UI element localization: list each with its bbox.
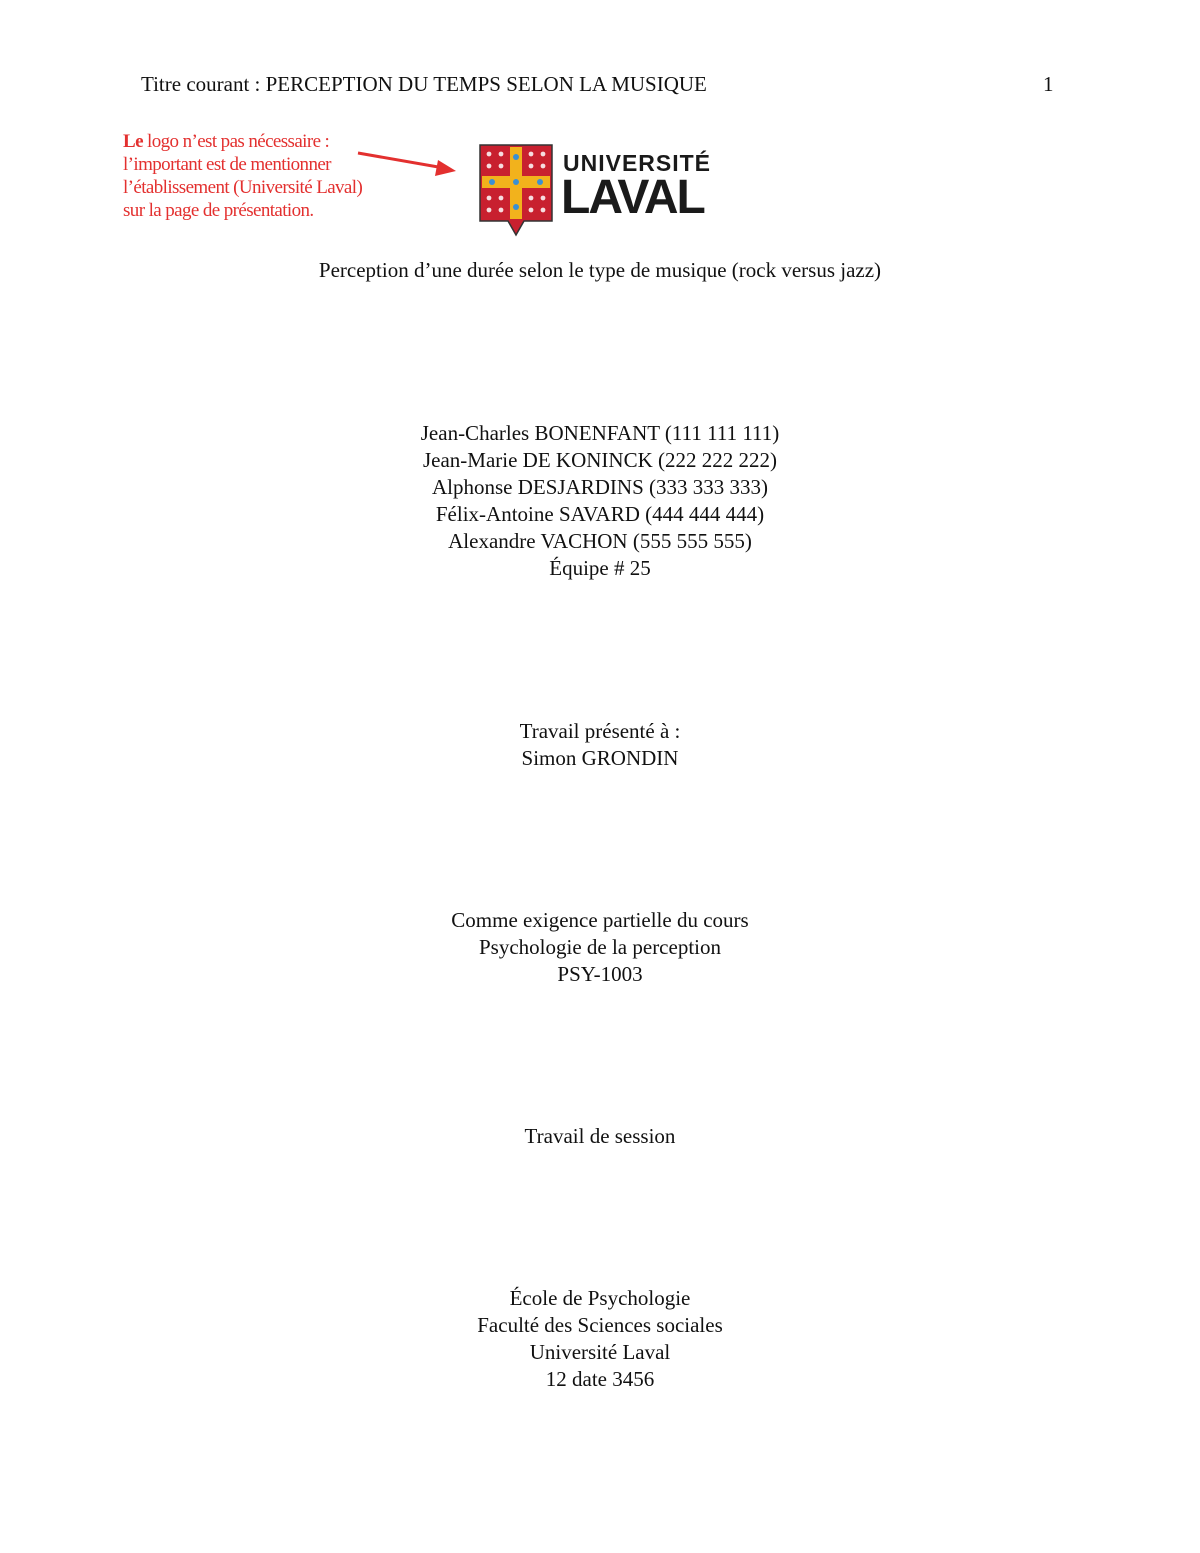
university-name: Université Laval [529,1340,671,1364]
wordmark-universite: UNIVERSITÉ [563,150,712,176]
professor-name: Simon GRONDIN [521,746,679,770]
team-number: Équipe # 25 [549,556,651,580]
course-name: Psychologie de la perception [478,935,721,959]
school-name: École de Psychologie [509,1286,691,1310]
document-title: Perception d’une durée selon le type de musique (rock versus jazz) [318,258,882,282]
arrow-icon [356,148,460,178]
author-list [0,420,1200,582]
running-head: Titre courant : PERCEPTION DU TEMPS SELON LA MUSIQUE [141,72,707,96]
note-line-1-text: logo n’est pas nécessaire : [142,131,330,152]
course-requirement: Comme exigence partielle du cours [451,908,749,932]
note-line-3: l’établissement (Université Laval) [123,177,363,198]
university-crest-logo-icon [478,143,554,237]
note-bold-word: Le [123,131,143,152]
institution-block [0,1285,1200,1393]
presented-to-label: Travail présenté à : [519,719,681,743]
submission-date: 12 date 3456 [545,1367,655,1391]
page-number: 1 [1043,72,1054,96]
author-2: Jean-Marie DE KONINCK (222 222 222) [422,448,777,472]
author-5: Alexandre VACHON (555 555 555) [448,529,752,553]
note-line-4: sur la page de présentation. [123,200,314,221]
logo-annotation-note [123,130,362,222]
author-1: Jean-Charles BONENFANT (111 111 111) [420,421,780,445]
presented-to-block [0,718,1200,772]
note-line-2: l’important est de mentionner [123,154,331,175]
note-line-1 [123,130,362,153]
faculty-name: Faculté des Sciences sociales [477,1313,723,1337]
university-wordmark [561,150,712,224]
author-3: Alphonse DESJARDINS (333 333 333) [432,475,768,499]
work-type: Travail de session [524,1124,676,1148]
course-code: PSY-1003 [557,962,643,986]
course-block [0,907,1200,988]
wordmark-laval: LAVAL [561,171,704,224]
author-4: Félix-Antoine SAVARD (444 444 444) [435,502,765,526]
